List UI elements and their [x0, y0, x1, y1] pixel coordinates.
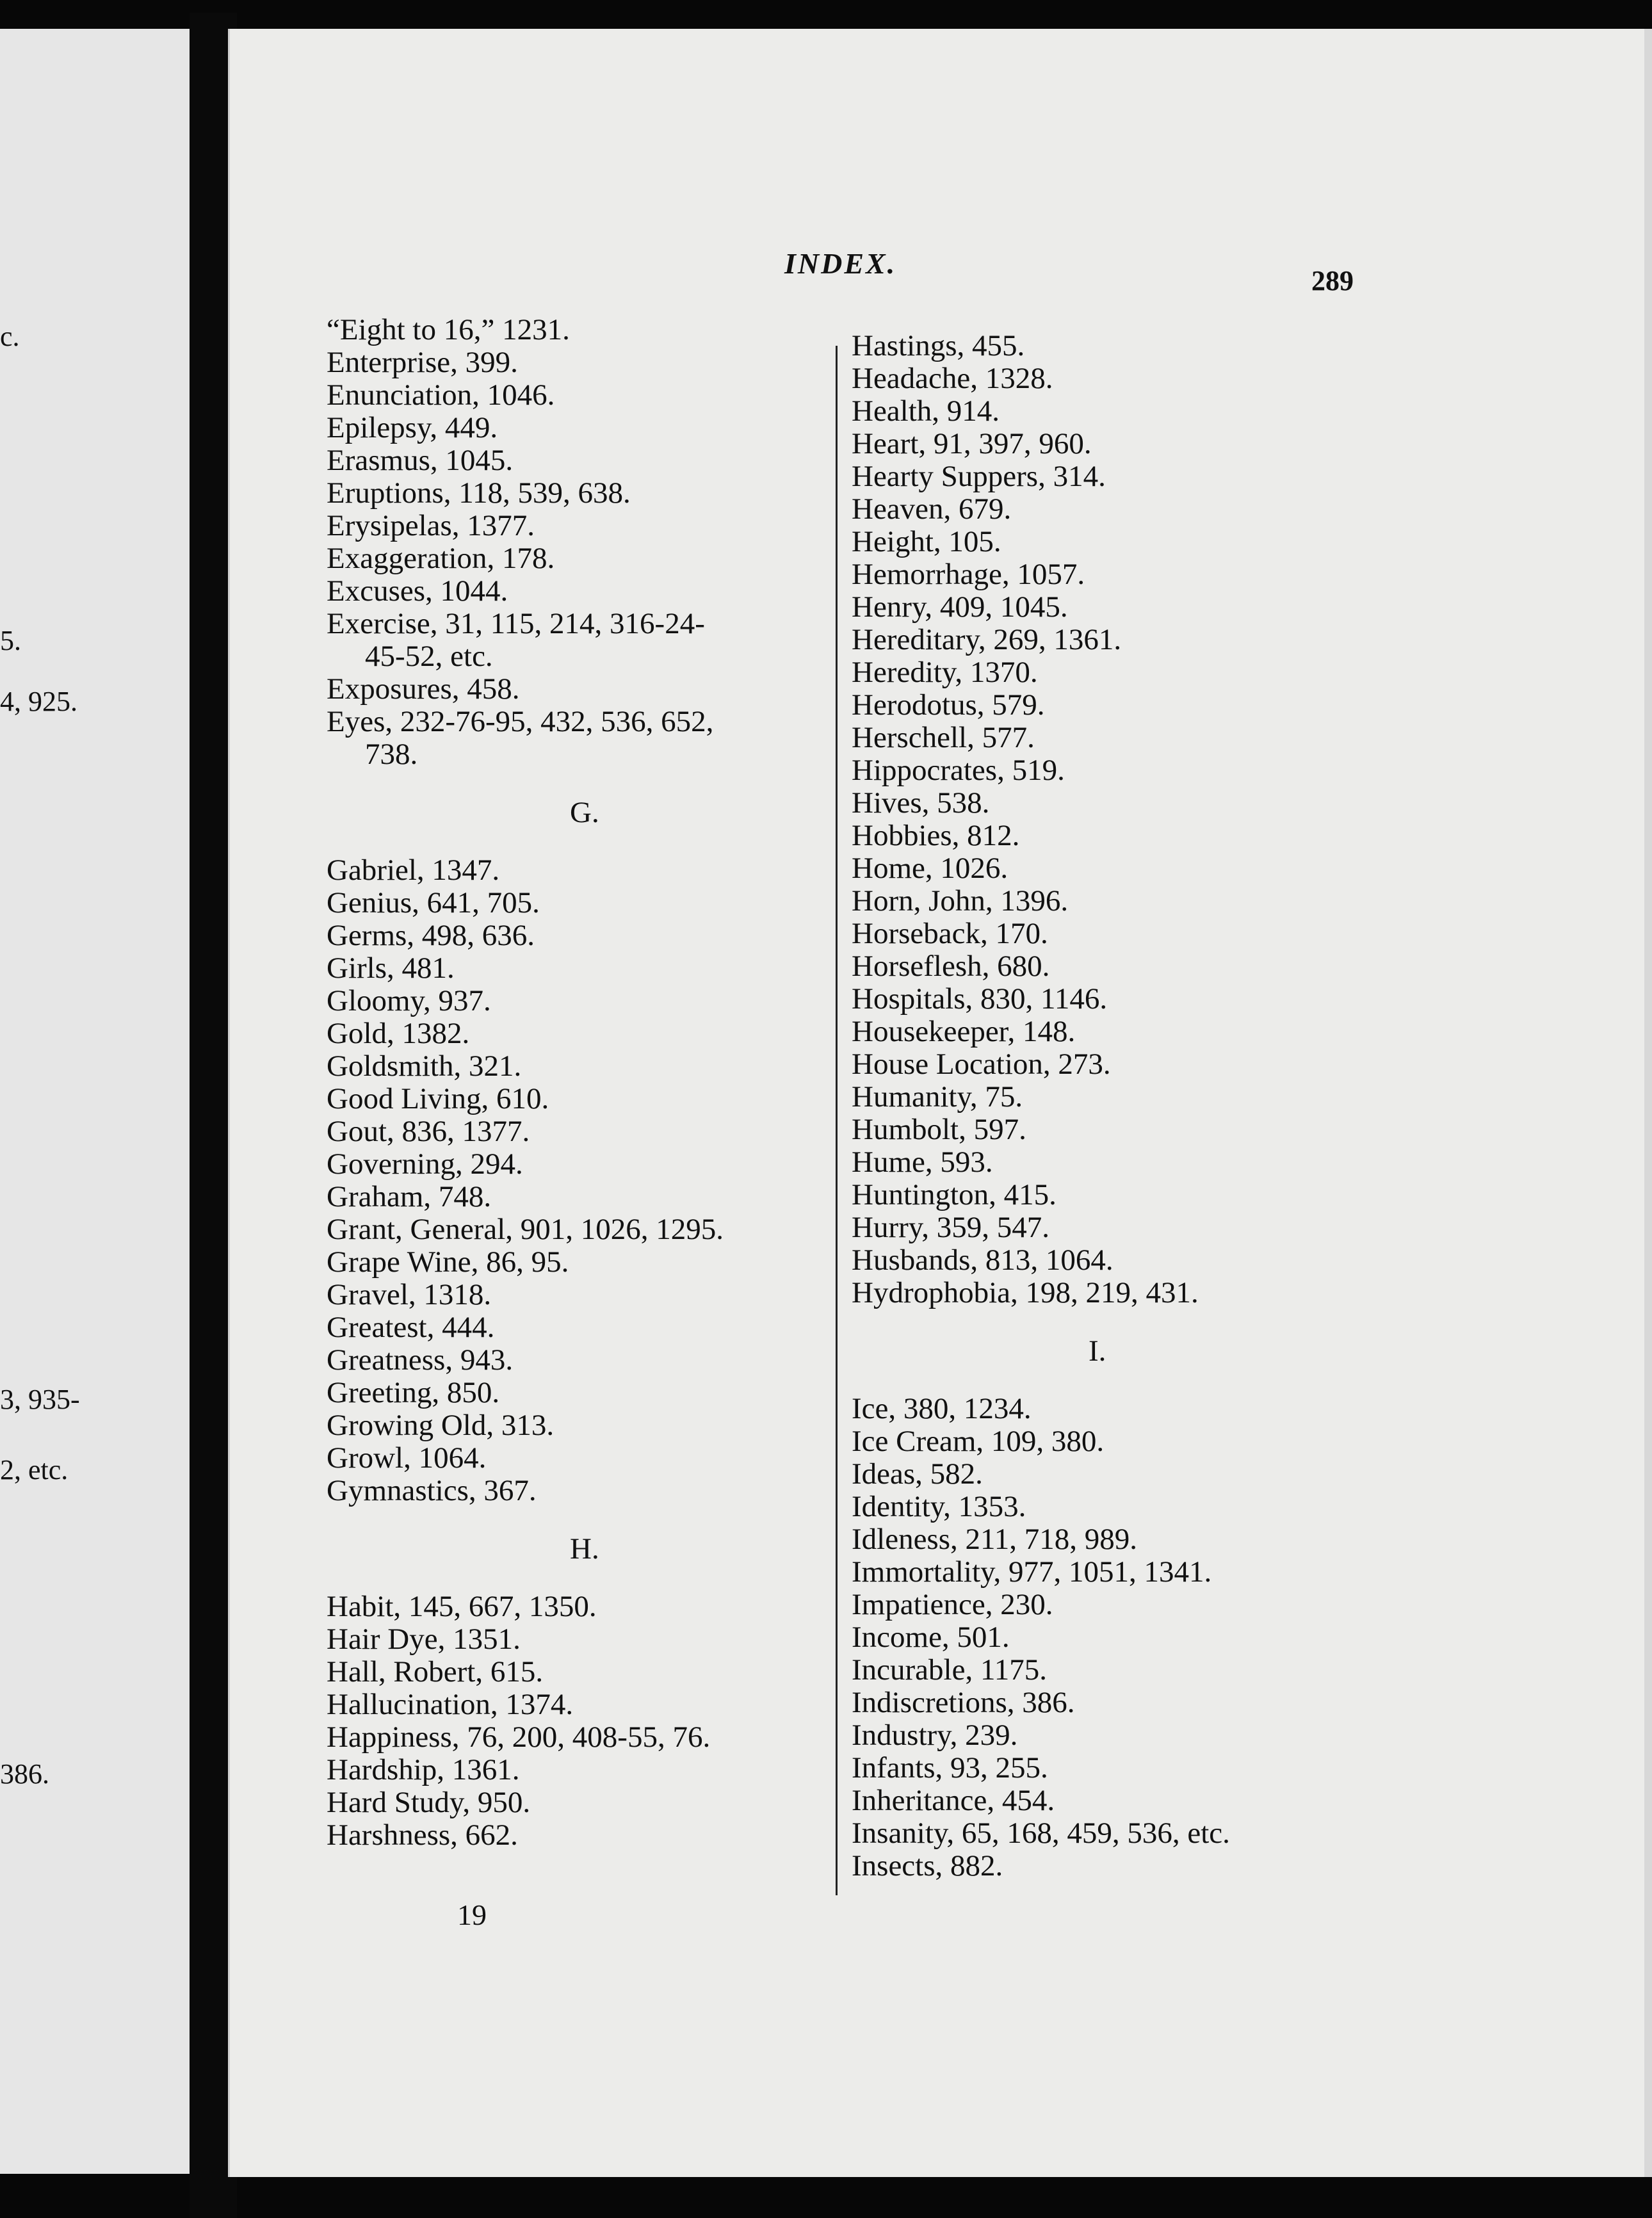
index-entry: Hastings, 455.: [852, 329, 1025, 362]
index-entry: Horn, John, 1396.: [852, 884, 1069, 918]
index-entry: Hippocrates, 519.: [852, 754, 1065, 787]
index-entry: Heart, 91, 397, 960.: [852, 427, 1092, 460]
index-column-left: [327, 314, 839, 1852]
index-entry: Inheritance, 454.: [852, 1784, 1055, 1817]
left-page-fragment: 2, etc.: [0, 1454, 69, 1485]
left-page-fragment: c.: [0, 321, 20, 352]
index-entry: “Eight to 16,” 1231.: [327, 313, 570, 346]
index-entry: Grape Wine, 86, 95.: [327, 1245, 569, 1279]
index-entry: Enunciation, 1046.: [327, 378, 555, 412]
index-entry: Housekeeper, 148.: [852, 1015, 1076, 1048]
index-entry: Goldsmith, 321.: [327, 1049, 522, 1083]
index-entry: Happiness, 76, 200, 408-55, 76.: [327, 1720, 711, 1754]
index-entry: Girls, 481.: [327, 951, 455, 985]
index-entry: Herodotus, 579.: [852, 688, 1045, 722]
index-entry: Erysipelas, 1377.: [327, 509, 535, 542]
index-entry: Hardship, 1361.: [327, 1753, 520, 1786]
index-entry: Hume, 593.: [852, 1145, 993, 1179]
index-entry: Humanity, 75.: [852, 1080, 1023, 1113]
index-entry: Good Living, 610.: [327, 1082, 549, 1115]
signature-mark: 19: [457, 1898, 487, 1931]
index-entry: Epilepsy, 449.: [327, 411, 498, 444]
index-entry: Exaggeration, 178.: [327, 542, 555, 575]
index-entry: Hobbies, 812.: [852, 819, 1020, 852]
index-entry: Eyes, 232-76-95, 432, 536, 652,: [327, 705, 714, 738]
index-entry: Ice, 380, 1234.: [852, 1392, 1032, 1425]
index-entry: Heaven, 679.: [852, 492, 1012, 526]
index-entry: Gravel, 1318.: [327, 1278, 492, 1311]
index-entry: Hospitals, 830, 1146.: [852, 982, 1108, 1016]
index-entry: Eruptions, 118, 539, 638.: [327, 476, 631, 510]
index-entry: Huntington, 415.: [852, 1178, 1057, 1211]
index-entry: Horseflesh, 680.: [852, 950, 1050, 983]
index-entry: Gloomy, 937.: [327, 984, 491, 1017]
left-page-fragment: 4, 925.: [0, 686, 77, 717]
index-entry: Industry, 239.: [852, 1719, 1018, 1752]
index-entry: Indiscretions, 386.: [852, 1686, 1075, 1719]
index-entry: Gout, 836, 1377.: [327, 1115, 530, 1148]
index-entry: Grant, General, 901, 1026, 1295.: [327, 1213, 724, 1246]
index-entry: Hair Dye, 1351.: [327, 1623, 521, 1656]
index-entry: Habit, 145, 667, 1350.: [327, 1590, 597, 1623]
index-entry: Hallucination, 1374.: [327, 1688, 574, 1721]
index-entry: Humbolt, 597.: [852, 1113, 1026, 1146]
index-entry: Immortality, 977, 1051, 1341.: [852, 1555, 1212, 1589]
index-entry: Home, 1026.: [852, 852, 1008, 885]
index-entry: Erasmus, 1045.: [327, 444, 514, 477]
index-entry: Excuses, 1044.: [327, 574, 508, 608]
index-entry: Hard Study, 950.: [327, 1786, 531, 1819]
index-entry: Husbands, 813, 1064.: [852, 1243, 1113, 1277]
index-entry: Hives, 538.: [852, 786, 990, 820]
section-heading: I.: [1089, 1334, 1106, 1368]
index-entry-continuation: 45-52, etc.: [365, 640, 493, 673]
index-entry: Hurry, 359, 547.: [852, 1211, 1049, 1244]
index-entry: Income, 501.: [852, 1621, 1010, 1654]
section-heading: H.: [570, 1532, 599, 1566]
index-entry: Headache, 1328.: [852, 362, 1053, 395]
page-number: 289: [1311, 265, 1354, 296]
index-entry: Ice Cream, 109, 380.: [852, 1425, 1105, 1458]
left-page-fragment: 386.: [0, 1758, 49, 1790]
index-entry: Heredity, 1370.: [852, 656, 1038, 689]
index-entry: Governing, 294.: [327, 1147, 523, 1181]
index-entry: Hemorrhage, 1057.: [852, 558, 1085, 591]
index-entry: Exercise, 31, 115, 214, 316-24-: [327, 607, 705, 640]
index-entry: Insects, 882.: [852, 1849, 1003, 1882]
index-entry: Hearty Suppers, 314.: [852, 460, 1106, 493]
index-entry: Germs, 498, 636.: [327, 919, 535, 952]
index-entry: Gymnastics, 367.: [327, 1474, 537, 1507]
page-title: INDEX.: [784, 247, 897, 280]
index-entry: Enterprise, 399.: [327, 346, 518, 379]
index-entry: Identity, 1353.: [852, 1490, 1026, 1523]
index-entry: Health, 914.: [852, 394, 1000, 428]
index-entry: Incurable, 1175.: [852, 1653, 1047, 1687]
index-entry: Horseback, 170.: [852, 917, 1048, 950]
index-entry: Henry, 409, 1045.: [852, 590, 1068, 624]
index-entry: Idleness, 211, 718, 989.: [852, 1523, 1138, 1556]
index-entry: Ideas, 582.: [852, 1457, 983, 1491]
index-entry: House Location, 273.: [852, 1048, 1111, 1081]
index-entry: Impatience, 230.: [852, 1588, 1053, 1621]
index-entry: Growing Old, 313.: [327, 1409, 555, 1442]
index-entry: Insanity, 65, 168, 459, 536, etc.: [852, 1817, 1230, 1850]
index-entry: Greeting, 850.: [327, 1376, 500, 1409]
left-page-fragment: 5.: [0, 625, 21, 656]
index-entry: Graham, 748.: [327, 1180, 492, 1213]
index-entry-continuation: 738.: [365, 738, 418, 771]
index-entry: Infants, 93, 255.: [852, 1751, 1048, 1785]
index-entry: Greatest, 444.: [327, 1311, 495, 1344]
index-entry: Genius, 641, 705.: [327, 886, 540, 919]
index-entry: Hydrophobia, 198, 219, 431.: [852, 1276, 1199, 1309]
column-divider: [836, 346, 838, 1895]
index-entry: Herschell, 577.: [852, 721, 1035, 754]
index-entry: Gabriel, 1347.: [327, 854, 500, 887]
index-entry: Growl, 1064.: [327, 1441, 487, 1475]
index-entry: Greatness, 943.: [327, 1343, 514, 1377]
section-heading: G.: [570, 796, 599, 829]
left-page-edge: [0, 29, 190, 2174]
page-edge: [1644, 29, 1652, 2177]
index-entry: Hall, Robert, 615.: [327, 1655, 544, 1688]
index-entry: Exposures, 458.: [327, 672, 520, 706]
index-column-right: [852, 330, 1338, 1882]
index-entry: Harshness, 662.: [327, 1818, 518, 1852]
left-page-fragment: 3, 935-: [0, 1384, 80, 1415]
index-entry: Height, 105.: [852, 525, 1001, 558]
index-entry: Gold, 1382.: [327, 1017, 470, 1050]
index-entry: Hereditary, 269, 1361.: [852, 623, 1122, 656]
